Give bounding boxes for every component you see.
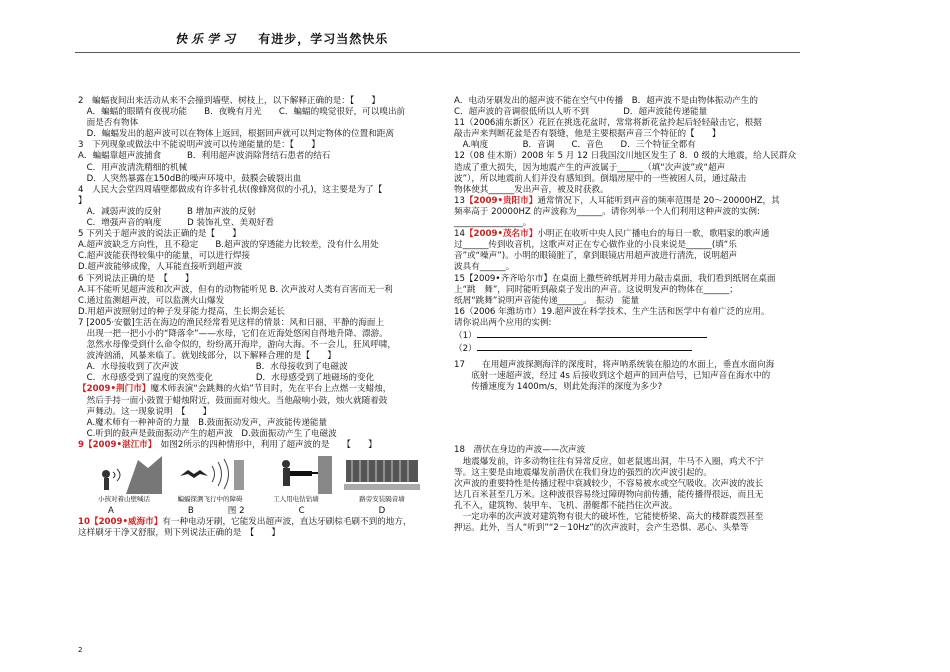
right-a-line: A．电动牙刷发出的超声波不能在空气中传播 B．超声波不是由物体振动产生的 [454,96,758,106]
left-line: A．蝙蝠的眼睛有夜视功能 B．夜晚有月光 C．蝙蝠的嗅觉很好，可以嗅出前 [78,107,406,118]
left-line: 5 下列关于超声波的说法正确的是【 】 [78,229,241,240]
q13-line: ________________。 [454,218,532,229]
figure-letter-c: C [298,506,305,517]
figure-b-caption: 蝙蝠探测飞行中的障碍 [177,495,243,503]
q9-text: 如图2所示的四种情形中，利用了超声波的是 【 】 [152,439,377,450]
left-line: 出现一把一把小小的“降落伞”——水母，它们在近海处悠闲自得地升降、漂游。 [78,328,388,339]
header-rule [75,52,800,53]
left-line: D．蝙蝠发出的超声波可以在物体上返回，根据回声就可以判定物体的位置和距离 [78,129,394,140]
q13-line: 频率高于 20000HZ 的声波称为______。请你列举一个人们利用这种声波的实例: [454,206,760,217]
q9-tag: 【2009•湛江市】 [83,439,153,450]
q10-tag: 【2009•威海市】 [89,517,163,528]
right-b-line: 上“跳 舞”，同时能听到敲桌子发出的声音。这说明发声的物体在______； [454,284,738,295]
q8-line: 声舞动。这一现象说明 【 】 [78,406,212,417]
q13-text: 通常情况下，人耳能听到声音的频率范围是 20～20000HZ，其 [537,195,780,206]
q8-line [78,384,460,395]
sound-barrier-image [344,454,420,494]
q10-num: 10 [78,517,90,528]
right-b-line: 16（2006 年潍坊市）19.超声波在科学技术、生产生活和医学中有着广泛的应用。 [454,306,770,317]
q14-text: 小明正在收听中央人民广播电台的每日一歌，歌唱家的歌声通 [537,229,770,240]
right-a-line: 物体使其______发出声音，被及时获救。 [454,184,609,195]
right-b-line: 纸屑“跳舞”说明声音能传递______。 振动 能量 [454,295,640,306]
figure-letter-d: D [378,506,386,517]
left-line: A．蝙蝠靠超声波捕食 B．利用超声波消除肾结石患者的结石 [78,151,331,162]
figure-b [172,454,248,505]
figure-label: 图 2 [227,506,245,517]
left-line: A．减弱声波的反射 B 增加声波的反射 [78,206,256,217]
bat-echolocation-image [172,454,248,494]
drill-worker-image [258,454,334,494]
right-d-line: 地震爆发前，许多动物往往有异常反应，如老鼠逃出洞，牛马不入圈，鸡犬不宁 [454,456,764,467]
right-a-line: 12（08 佳木斯）2008 年 5 月 12 日我国汶川地区发生了 8．0 级的大地震，给人民群众 [454,151,797,162]
answer-blank-1: （1） [454,329,814,342]
figure-d-caption: 路旁安装隔音墙 [359,495,405,503]
header-brand: 快乐学习 [175,32,240,46]
right-a-line: A.响度 B．音调 C．音色 D．三个特征全都有 [454,140,696,151]
left-line: C．增强声音的响度 D 装饰礼堂、美观好看 [78,218,274,229]
figure-d [344,454,420,505]
right-c-line: 17 在用超声波探测海洋的深度时，将声呐系统装在船边的水面上，垂直水面向海 [454,360,775,371]
right-a-line: 波”），所以地震前人们并没有感知到。倒塌房屋中的一些被困人员，通过敲击 [454,173,747,184]
figure-letter-a: A [108,506,114,517]
left-line: C.通过监测超声波，可以监测火山爆发 [78,295,225,306]
left-line: 7 [2005·安徽]生活在海边的渔民经常看见这样的情景：风和日丽，平静的海面上 [78,317,384,328]
right-a-line: 11（2006浦东新区）花匠在挑选花盆时，常常将新花盆拎起后轻轻敲击它，根据 [454,118,762,129]
right-reading-18 [454,445,814,534]
q10-text: 有一种电动牙刷，它能发出超声波，直达牙刷棕毛刷不到的地方， [162,517,412,528]
left-questions [78,96,460,384]
left-line: D．人突然暴露在150dB的噪声环境中，鼓膜会破裂出血 [78,173,302,184]
q9-num: 9 [78,439,84,450]
q10-line: 这样刷牙干净又舒服，则下列说法正确的是 【 】 [78,528,280,539]
page-number: 2 [78,646,83,654]
right-d-line: 等。这主要是由地震爆发前潜伏在我们身边的强烈的次声波引起的。 [454,467,712,478]
left-line: 2 蝙蝠夜间出来活动从来不会撞到墙壁、树枝上，以下解释正确的是：【 】 [78,96,380,106]
right-b-line: 15【2009•齐齐哈尔市】在桌面上撒些碎纸屑并用力敲击桌面，我们看到纸屑在桌面 [454,273,776,284]
right-a-line: C．超声波的音调很低所以人听不到 D．超声波能传递能量 [454,107,708,118]
right-column [454,96,814,534]
q13-line: 13【2009•贵阳市】通常情况下，人耳能听到声音的频率范围是 20～20000HZ，其 [454,195,780,206]
figure-letter-b: B [187,506,194,517]
q10-line [78,517,460,528]
q8-line: C.听到的鼓声是鼓面振动产生的超声波 D.鼓面振动产生了电磁波 [78,428,337,439]
right-d-line: 18 潜伏在身边的声波——次声波 [454,445,586,456]
page-header [175,30,388,47]
right-b-line: 请你说出两个应用的实例: [454,317,552,328]
right-d-line: 次声波的重要特性是传播过程中衰减较少，不容易被水或空气吸收。次声波的波长 [454,478,764,489]
left-column [78,96,460,539]
q14-line: 14【2009•茂名市】小明正在收听中央人民广播电台的每日一歌，歌唱家的歌声通 [454,229,770,240]
header-motto: 有进步，学习当然快乐 [258,32,389,46]
child-shouting-image [86,454,162,494]
q8-line: A.魔术师有一种神奇的力量 B.鼓面振动发声，声波能传递能量 [78,417,328,428]
right-d-line: 孔不入，建筑物、装甲车、飞机、潜艇都不能挡住次声波。 [454,500,678,511]
left-line: 6 下列说法正确的是 【 】 [78,273,194,284]
left-line: 4 人民大会堂四周墙壁都做成有许多针孔状(像蜂窝似的小孔)，这主要是为了【 [78,184,383,195]
left-line: C．水母感受到了温度的突然变化 D．水母感受到了地磁场的变化 [78,373,375,384]
right-c-line: 底射一速超声波，经过 4s 后接收到这个超声的回声信号，已知声音在海水中的 [454,371,771,382]
right-c-line: 传播速度为 1400m/s，则此处海洋的深度为多少? [454,382,663,393]
right-a-line: 造成了重大损失，因为地震产生的声波属于______（填“次声波”或“超声 [454,162,726,173]
q13-tag: 【2009•贵阳市】 [464,195,538,206]
figure-a-caption: 小孩对着山壁喊话 [98,495,150,503]
right-d-line: 一定功率的次声波对建筑物有很大的破坏性，它能使桥梁、高大的楼群震烈甚至 [454,512,764,522]
left-line: 面是否有物体 [78,118,139,129]
right-a-line: 敲击声来判断花盆是否有裂缝，他是主要根据声音三个特征的【 】 [454,129,721,140]
figure-row [86,454,460,505]
right-question-17 [454,360,814,393]
q14-line: 过______传到收音机，这歌声对正在专心做作业的小良来说是______(填“乐 [454,240,737,251]
right-questions-b [454,274,814,329]
q8-line: 然后手持一面小鼓置于蜡烛附近，鼓面面对烛火。当他敲响小鼓，烛火就随着鼓 [78,395,388,406]
q8-tag: 【2009•荆门市】 [78,384,151,395]
left-line: D.超声波能够成像，人耳能直接听到超声波 [78,262,243,273]
figure-letters [108,506,460,517]
left-line: 】 [78,195,87,206]
left-line: A.耳不能听见超声波和次声波，但有的动物能听见 B. 次声波对人类有百害而无一利 [78,284,393,295]
left-line: A．水母接收到了次声波 B．水母接收到了电磁波 [78,362,348,373]
right-d-line: 达几百米甚至几万米。这种波很容易绕过障碍物向前传播，能传播得很远，而且无 [454,489,764,500]
figure-c [258,454,334,505]
figure-c-caption: 工人用电钻钻墙 [273,495,319,503]
answer-blank-2: （2） [454,342,814,355]
left-line: C．用声波清洗精细的机械 [78,162,188,173]
q14-line: 波具有______。 [454,262,515,273]
left-line: D.用超声波照射过的种子发芽能力提高，生长期会延长 [78,306,286,317]
left-line: C.超声波能获得较集中的能量，可以进行焊接 [78,251,251,262]
right-d-line: 押运。此外，当人“听到”“2－10Hz”的次声波时，会产生恐惧、恶心、头晕等 [454,523,749,534]
q14-tag: 【2009•茂名市】 [464,229,538,240]
q8-text: 魔术师表演“会跳舞的火焰”节目时，先在平台上点燃一支蜡烛， [150,384,392,395]
q9-line [78,440,460,451]
q14-line: 音”或“噪声”)。小明的眼镜脏了，拿到眼镜店用超声波进行清洗，说明超声 [454,251,738,262]
right-questions-a [454,96,814,196]
figure-a [86,454,162,505]
left-line: 波涛汹涌，风暴来临了。就划线部分，以下解释合理的是【 】 [78,351,336,362]
left-line: 3 下列现象或做法中不能说明声波可以传递能量的是：【 】 [78,140,320,151]
left-line: A.超声波缺乏方向性，且不稳定 B.超声波的穿透能力比较差，没有什么用处 [78,240,379,251]
left-line: 忽然水母像受到什么命令似的，纷纷离开海岸，游向大海。不一会儿，狂风呼啸， [78,340,396,351]
